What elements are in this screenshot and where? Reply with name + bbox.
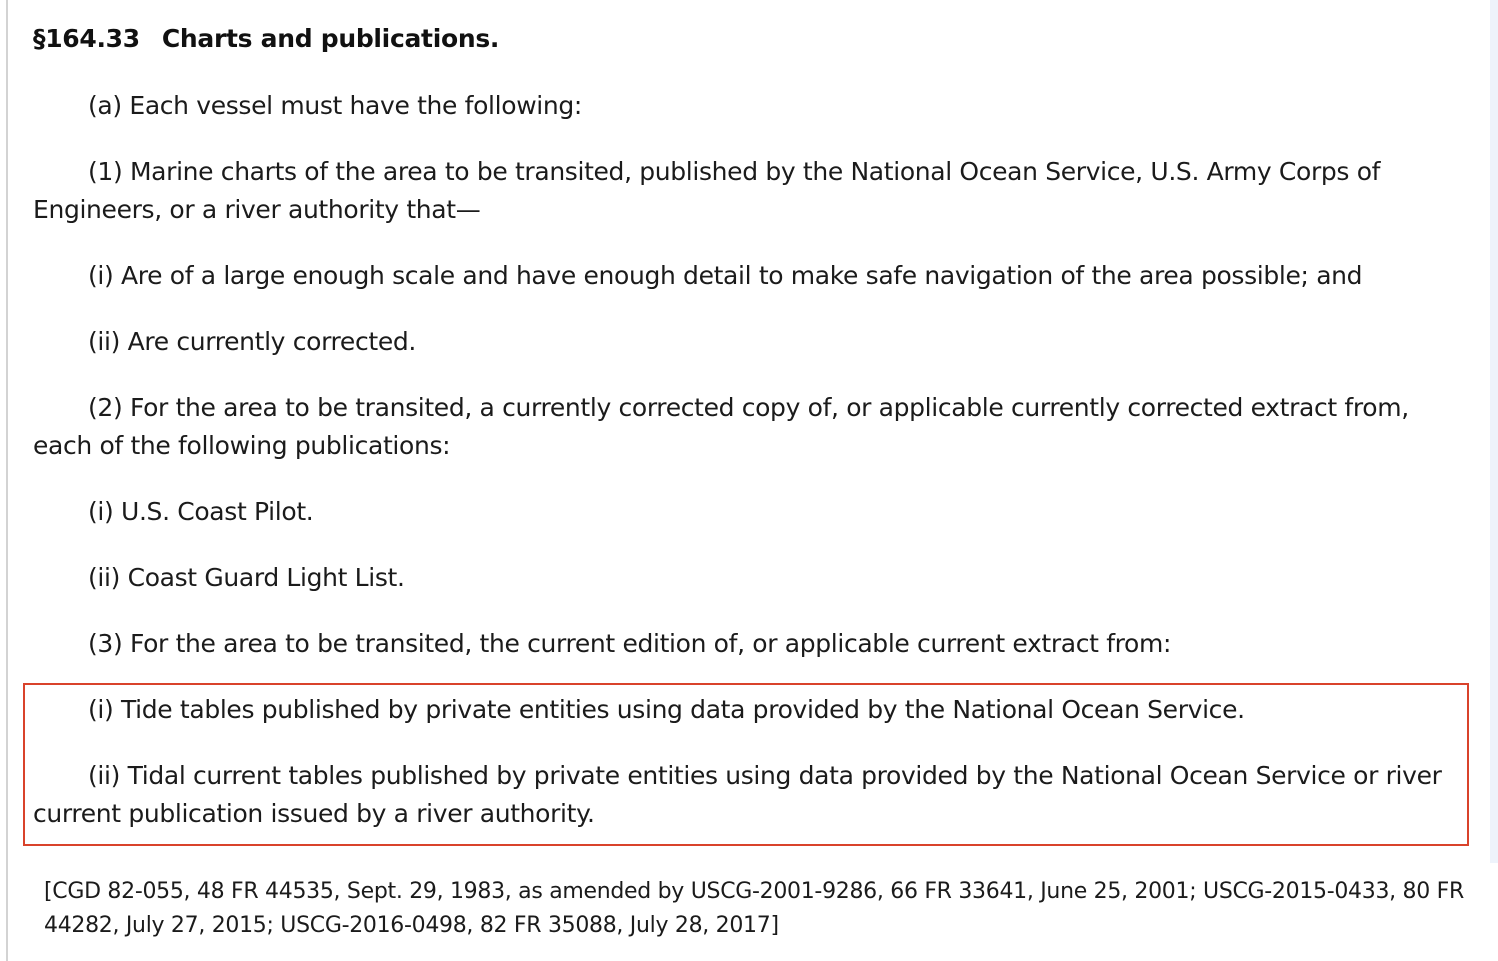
paragraph-a2: (2) For the area to be transited, a currently corrected copy of, or applicable currently corrected extract from, each of the following publications: [33,393,1409,460]
paragraph-a3ii: (ii) Tidal current tables published by private entities using data provided by the National Ocean Service or river current publication issued by a river authority. [33,761,1442,828]
left-border-rule [6,0,8,961]
paragraph-a1: (1) Marine charts of the area to be transited, published by the National Ocean Service, U.S. Army Corps of Engineers, or a river authority that— [33,157,1381,224]
source-citation: [CGD 82-055, 48 FR 44535, Sept. 29, 1983, as amended by USCG-2001-9286, 66 FR 33641, June 25, 2001; USCG-2015-0433, 80 FR 44282, July 27, 2015; USCG-2016-0498, 82 FR 35088, July 28, 2017] [44,879,1464,938]
paragraph-a1i: (i) Are of a large enough scale and have enough detail to make safe navigation of the area possible; and [88,261,1363,290]
paragraph-a2i: (i) U.S. Coast Pilot. [88,497,314,526]
paragraph-a3i: (i) Tide tables published by private entities using data provided by the National Ocean Service. [88,695,1245,724]
paragraph-a: (a) Each vessel must have the following: [88,91,582,120]
paragraph-a2ii: (ii) Coast Guard Light List. [88,563,405,592]
right-side-panel-edge [1490,0,1498,863]
section-number: §164.33 [33,24,140,53]
paragraph-a3: (3) For the area to be transited, the current edition of, or applicable current extract from: [88,629,1172,658]
section-heading [33,24,499,53]
section-title: Charts and publications. [161,24,500,53]
paragraph-a1ii: (ii) Are currently corrected. [88,327,416,356]
